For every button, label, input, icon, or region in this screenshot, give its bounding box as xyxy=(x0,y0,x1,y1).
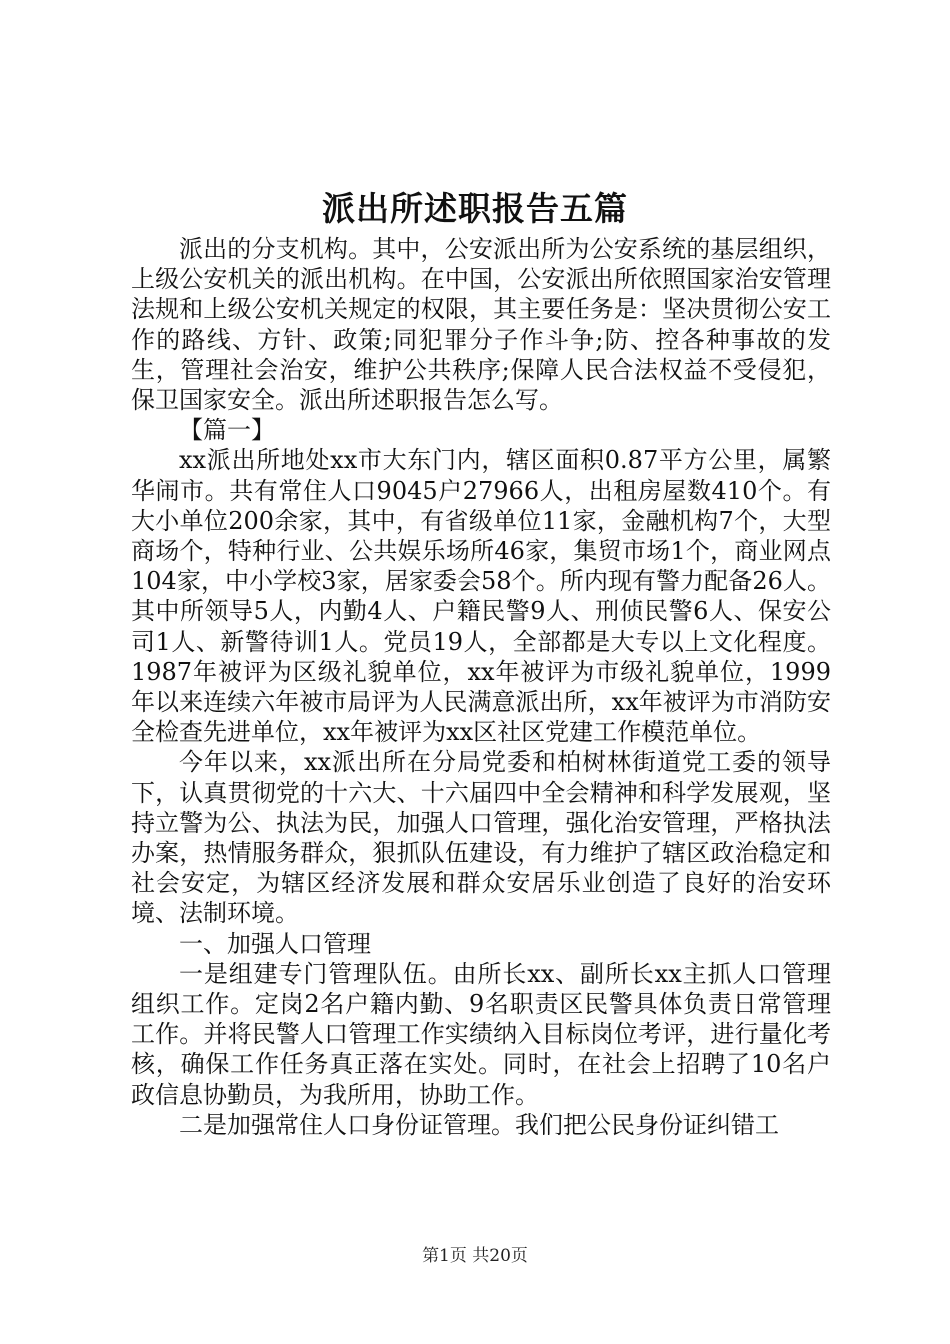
paragraph-this-year: 今年以来，xx派出所在分局党委和柏树林街道党工委的领导下，认真贯彻党的十六大、十六届四中全会精神和科学发展观，坚持立警为公、执法为民，加强人口管理，强化治安管理，严格执法办案，热情服务群众，狠抓队伍建设，有力维护了辖区政治稳定和社会安定，为辖区经济发展和群众安居乐业创造了良好的治安环境、法制环境。 xyxy=(131,748,831,928)
paragraph-station-overview: xx派出所地处xx市大东门内，辖区面积0.87平方公里，属繁华闹市。共有常住人口9045户27966人，出租房屋数410个。有大小单位200余家，其中，有省级单位11家，金融机构7个，大型商场个，特种行业、公共娱乐场所46家，集贸市场1个，商业网点104家，中小学校3家，居家委会58个。所内现有警力配备26人。其中所领导5人，内勤4人、户籍民警9人、刑侦民警6人、保安公司1人、新警待训1人。党员19人，全部都是大专以上文化程度。1987年被评为区级礼貌单位，xx年被评为市级礼貌单位，1999年以来连续六年被市局评为人民满意派出所，xx年被评为市消防安全检查先进单位，xx年被评为xx区社区党建工作模范单位。 xyxy=(131,446,831,747)
paragraph-id-management: 二是加强常住人口身份证管理。我们把公民身份证纠错工 xyxy=(179,1110,779,1139)
document-title: 派出所述职报告五篇 xyxy=(322,189,628,228)
section-heading-population: 一、加强人口管理 xyxy=(179,929,371,958)
section-heading-part-one: 【篇一】 xyxy=(179,416,275,445)
paragraph-intro: 派出的分支机构。其中，公安派出所为公安系统的基层组织，上级公安机关的派出机构。在中国，公安派出所依照国家治安管理法规和上级公安机关规定的权限，其主要任务是：坚决贯彻公安工作的路线、方针、政策;同犯罪分子作斗争;防、控各种事故的发生，管理社会治安，维护公共秩序;保障人民合法权益不受侵犯，保卫国家安全。派出所述职报告怎么写。 xyxy=(131,235,831,415)
page-footer: 第1页 共20页 xyxy=(422,1246,528,1266)
paragraph-team-building: 一是组建专门管理队伍。由所长xx、副所长xx主抓人口管理组织工作。定岗2名户籍内勤、9名职责区民警具体负责日常管理工作。并将民警人口管理工作实绩纳入目标岗位考评，进行量化考核，确保工作任务真正落在实处。同时，在社会上招聘了10名户政信息协勤员，为我所用，协助工作。 xyxy=(131,959,831,1109)
document-body xyxy=(131,234,831,1140)
